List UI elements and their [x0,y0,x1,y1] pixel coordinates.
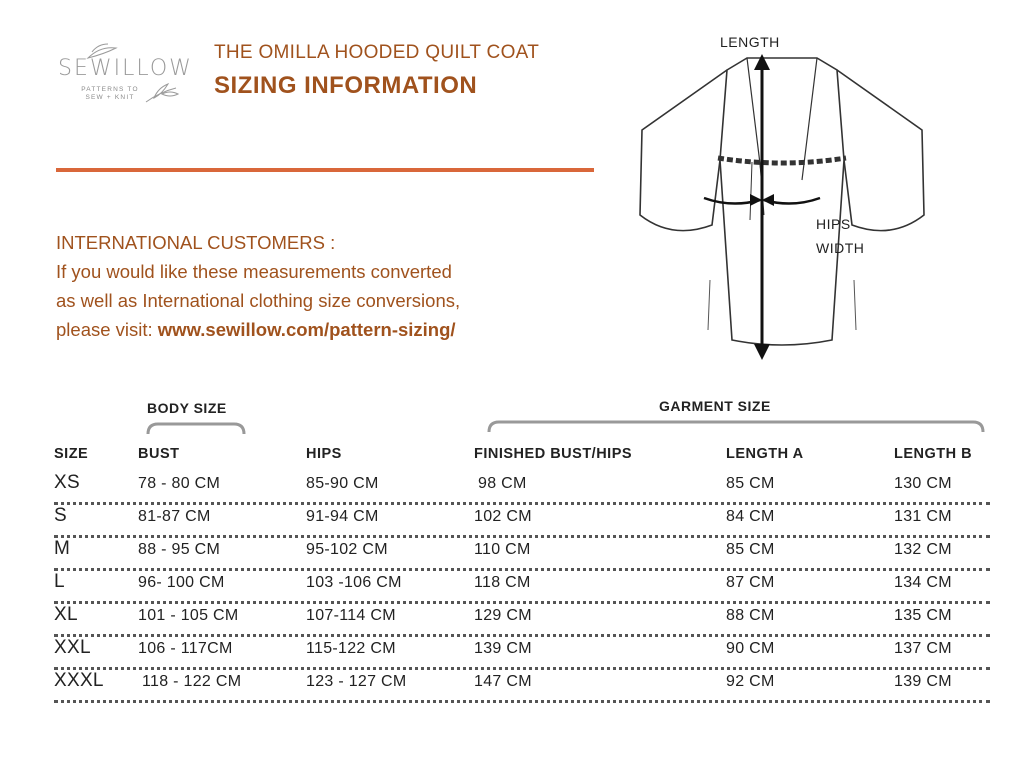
table-row [54,668,990,703]
table-row [54,536,990,571]
cell-hips: 103 -106 CM [306,574,402,591]
col-header-bust: BUST [138,446,180,462]
garment-size-brace [486,418,986,434]
pattern-title: THE OMILLA HOODED QUILT COAT [214,42,540,63]
international-line-1: If you would like these measurements converted [56,261,452,282]
cell-size: XXL [54,637,91,658]
cell-hips: 95-102 CM [306,541,388,558]
visit-prefix: please visit: [56,319,158,340]
group-garment-size: GARMENT SIZE [659,398,771,414]
cell-finished: 98 CM [478,475,527,492]
cell-size: M [54,538,71,559]
cell-hips: 91-94 CM [306,508,379,525]
hips-label: HIPS [816,216,851,232]
cell-size: XXXL [54,670,104,691]
cell-length-a: 85 CM [726,475,775,492]
cell-length-b: 132 CM [894,541,952,558]
international-line-3 [56,315,596,344]
cell-size: S [54,505,67,526]
cell-hips: 115-122 CM [306,640,396,657]
cell-length-b: 131 CM [894,508,952,525]
logo-wordmark: SEWILLOW [58,56,193,81]
cell-finished: 110 CM [474,541,531,558]
sizing-link[interactable]: www.sewillow.com/pattern-sizing/ [157,319,456,340]
col-header-length-a: LENGTH A [726,446,804,462]
cell-bust: 78 - 80 CM [138,475,221,492]
divider-rule [56,168,594,172]
cell-finished: 129 CM [474,607,532,624]
international-note [56,228,596,344]
sizing-table [54,390,990,720]
cell-length-a: 92 CM [726,673,775,690]
col-header-size: SIZE [54,446,89,462]
col-header-length-b: LENGTH B [894,446,973,462]
width-label: WIDTH [816,240,865,256]
cell-hips: 107-114 CM [306,607,396,624]
cell-finished: 102 CM [474,508,532,525]
cell-length-a: 85 CM [726,541,775,558]
logo-tagline [80,86,140,102]
cell-finished: 147 CM [474,673,532,690]
table-row [54,602,990,637]
group-body-size: BODY SIZE [147,400,227,416]
cell-size: L [54,571,65,592]
cell-finished: 139 CM [474,640,532,657]
cell-bust: 81-87 CM [138,508,211,525]
sewillow-logo [58,40,198,112]
cell-bust: 106 - 117CM [138,640,233,657]
table-row [54,569,990,604]
cell-length-a: 90 CM [726,640,775,657]
cell-bust: 88 - 95 CM [138,541,221,558]
cell-bust: 96- 100 CM [138,574,225,591]
cell-size: XS [54,472,80,493]
international-line-2: as well as International clothing size conversions, [56,290,461,311]
cell-length-a: 88 CM [726,607,775,624]
cell-length-b: 137 CM [894,640,952,657]
table-row [54,635,990,670]
cell-hips: 123 - 127 CM [306,673,407,690]
cell-length-b: 130 CM [894,475,952,492]
cell-bust: 118 - 122 CM [142,673,242,690]
cell-length-a: 87 CM [726,574,775,591]
international-heading: INTERNATIONAL CUSTOMERS : [56,232,336,253]
cell-size: XL [54,604,78,625]
body-size-brace [146,420,246,436]
coat-drawing [632,30,932,370]
cell-hips: 85-90 CM [306,475,379,492]
cell-bust: 101 - 105 CM [138,607,239,624]
cell-length-b: 139 CM [894,673,952,690]
cell-finished: 118 CM [474,574,531,591]
cell-length-b: 135 CM [894,607,952,624]
cell-length-b: 134 CM [894,574,952,591]
col-header-hips: HIPS [306,446,342,462]
garment-illustration [632,30,932,370]
length-label: LENGTH [720,34,780,50]
table-row [54,503,990,538]
col-header-finished: FINISHED BUST/HIPS [474,446,633,462]
page-title: SIZING INFORMATION [214,72,478,99]
cell-length-a: 84 CM [726,508,775,525]
table-row [54,470,990,505]
logo-tagline-line2: SEW + KNIT [85,94,135,101]
logo-tagline-line1: PATTERNS TO [81,86,139,93]
